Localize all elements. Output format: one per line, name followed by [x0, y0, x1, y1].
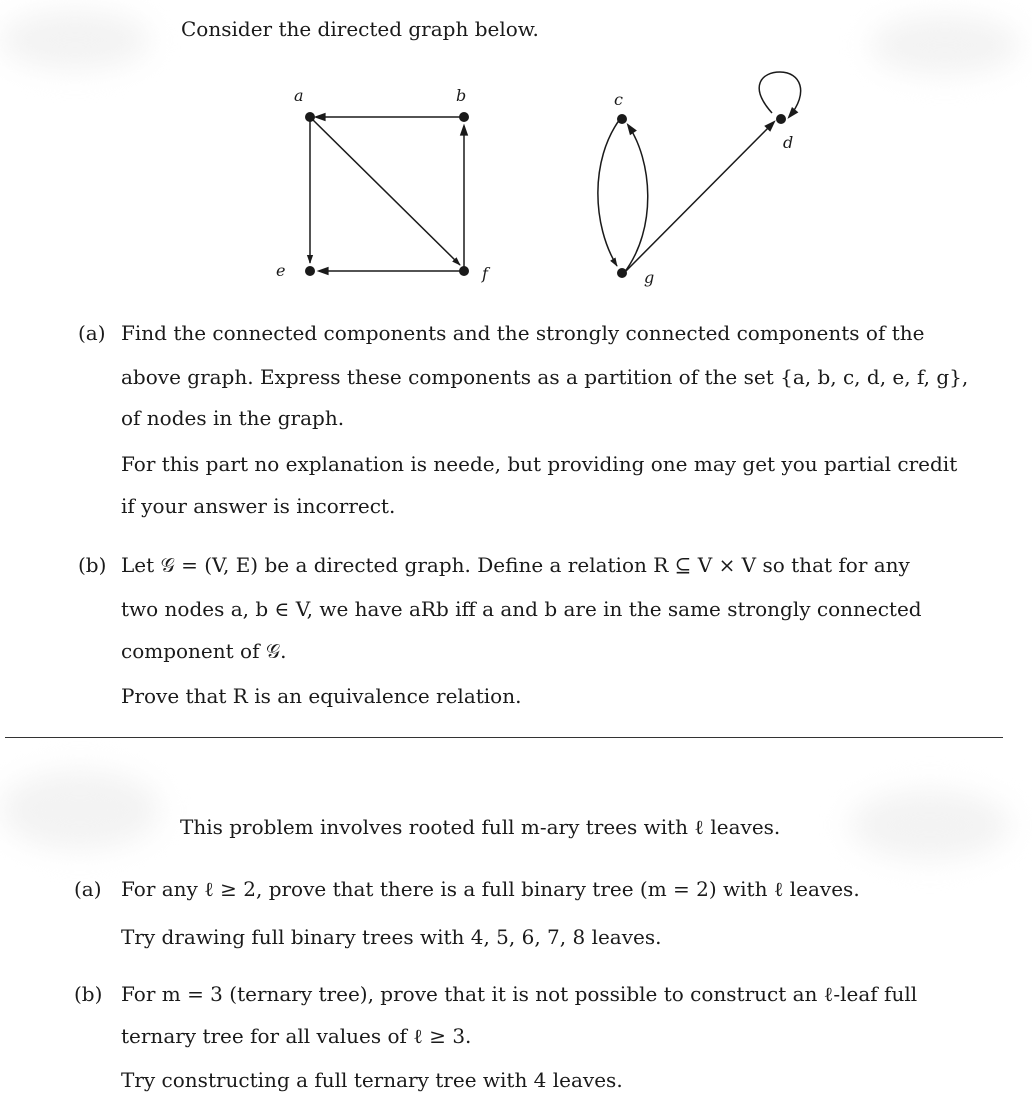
p1-part-b-line-1: Let 𝒢 = (V, E) be a directed graph. Define a relation R ⊆ V × V so that for any: [121, 553, 910, 577]
edge-d-d: [759, 72, 800, 117]
edge-a-f: [310, 117, 460, 265]
scan-smudge-mid-left: [0, 770, 160, 850]
node-d: [776, 114, 786, 124]
scan-smudge-mid-right: [850, 790, 1010, 860]
node-label-g: g: [644, 268, 655, 287]
p2-part-b-label: (b): [74, 982, 103, 1006]
edge-g-d: [624, 122, 774, 273]
node-label-c: c: [614, 90, 623, 109]
p1-part-a-line-2: above graph. Express these components as a partition of the set {a, b, c, d, e, f, g},: [121, 365, 969, 389]
p1-part-b-line-2: two nodes a, b ∈ V, we have aRb iff a and b are in the same strongly connected: [121, 597, 922, 621]
p2-part-b-line-1: For m = 3 (ternary tree), prove that it is not possible to construct an ℓ-leaf full: [121, 982, 918, 1006]
node-label-e: e: [276, 261, 286, 280]
node-g: [617, 268, 627, 278]
edge-g-c: [624, 125, 648, 273]
p2-part-a-line-2: Try drawing full binary trees with 4, 5, 6, 7, 8 leaves.: [121, 925, 662, 949]
node-f: [459, 266, 469, 276]
node-label-f: f: [482, 264, 488, 283]
node-e: [305, 266, 315, 276]
p1-part-b-line-4: Prove that R is an equivalence relation.: [121, 684, 522, 708]
problem2-intro: This problem involves rooted full m-ary trees with ℓ leaves.: [180, 815, 781, 839]
problem1-intro: Consider the directed graph below.: [181, 17, 539, 41]
p1-part-a-line-3: of nodes in the graph.: [121, 406, 345, 430]
node-label-d: d: [783, 133, 794, 152]
section-divider: [5, 737, 1003, 738]
p1-part-a-line-1: Find the connected components and the strongly connected components of the: [121, 321, 925, 345]
node-c: [617, 114, 627, 124]
node-b: [459, 112, 469, 122]
node-a: [305, 112, 315, 122]
p1-part-a-line-5: if your answer is incorrect.: [121, 494, 396, 518]
p1-part-a-label: (a): [78, 321, 106, 345]
node-label-a: a: [294, 86, 304, 105]
p1-part-a-line-4: For this part no explanation is neede, but providing one may get you partial credit: [121, 452, 958, 476]
edge-c-g: [598, 119, 620, 266]
p2-part-b-line-2: ternary tree for all values of ℓ ≥ 3.: [121, 1024, 472, 1048]
p2-part-b-line-3: Try constructing a full ternary tree with 4 leaves.: [121, 1068, 623, 1092]
p2-part-a-label: (a): [74, 877, 102, 901]
node-label-b: b: [456, 86, 467, 105]
p1-part-b-label: (b): [78, 553, 107, 577]
p2-part-a-line-1: For any ℓ ≥ 2, prove that there is a full binary tree (m = 2) with ℓ leaves.: [121, 877, 860, 901]
directed-graph: [0, 0, 1032, 300]
p1-part-b-line-3: component of 𝒢.: [121, 639, 287, 663]
